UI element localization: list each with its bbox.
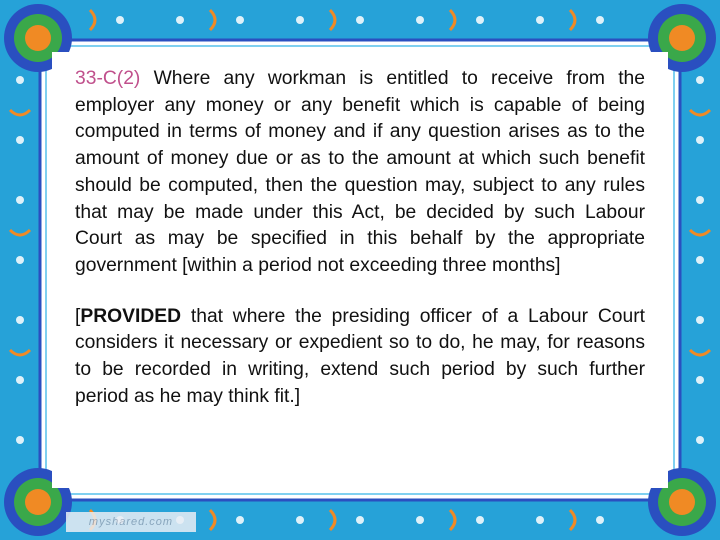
section-paragraph-text: Where any workman is entitled to receive from the employer any money or any benefit which is capable of being computed in terms of money and if any question arises as to the amount of money due or as to the amount at which such benefit should be computed, then the question may, subject to any rules that may be made under this Act, be decided by such Labour Court as may be specified in this behalf by the appropriate government [within a period not exceeding three months] [75,68,645,276]
proviso-keyword: PROVIDED [80,305,182,327]
section-reference: 33-C(2) [75,68,141,89]
proviso-paragraph [75,304,645,411]
slide-body [75,66,645,410]
watermark: myshared.com [66,512,196,532]
proviso-paragraph-text: that where the presiding officer of a Labour Court considers it necessary or expedient so to do, he may, for reasons to be recorded in writing, extend such period by such further period as he may think fit.] [75,305,645,407]
section-paragraph [75,66,645,280]
proviso-open-bracket: [ [75,305,81,327]
